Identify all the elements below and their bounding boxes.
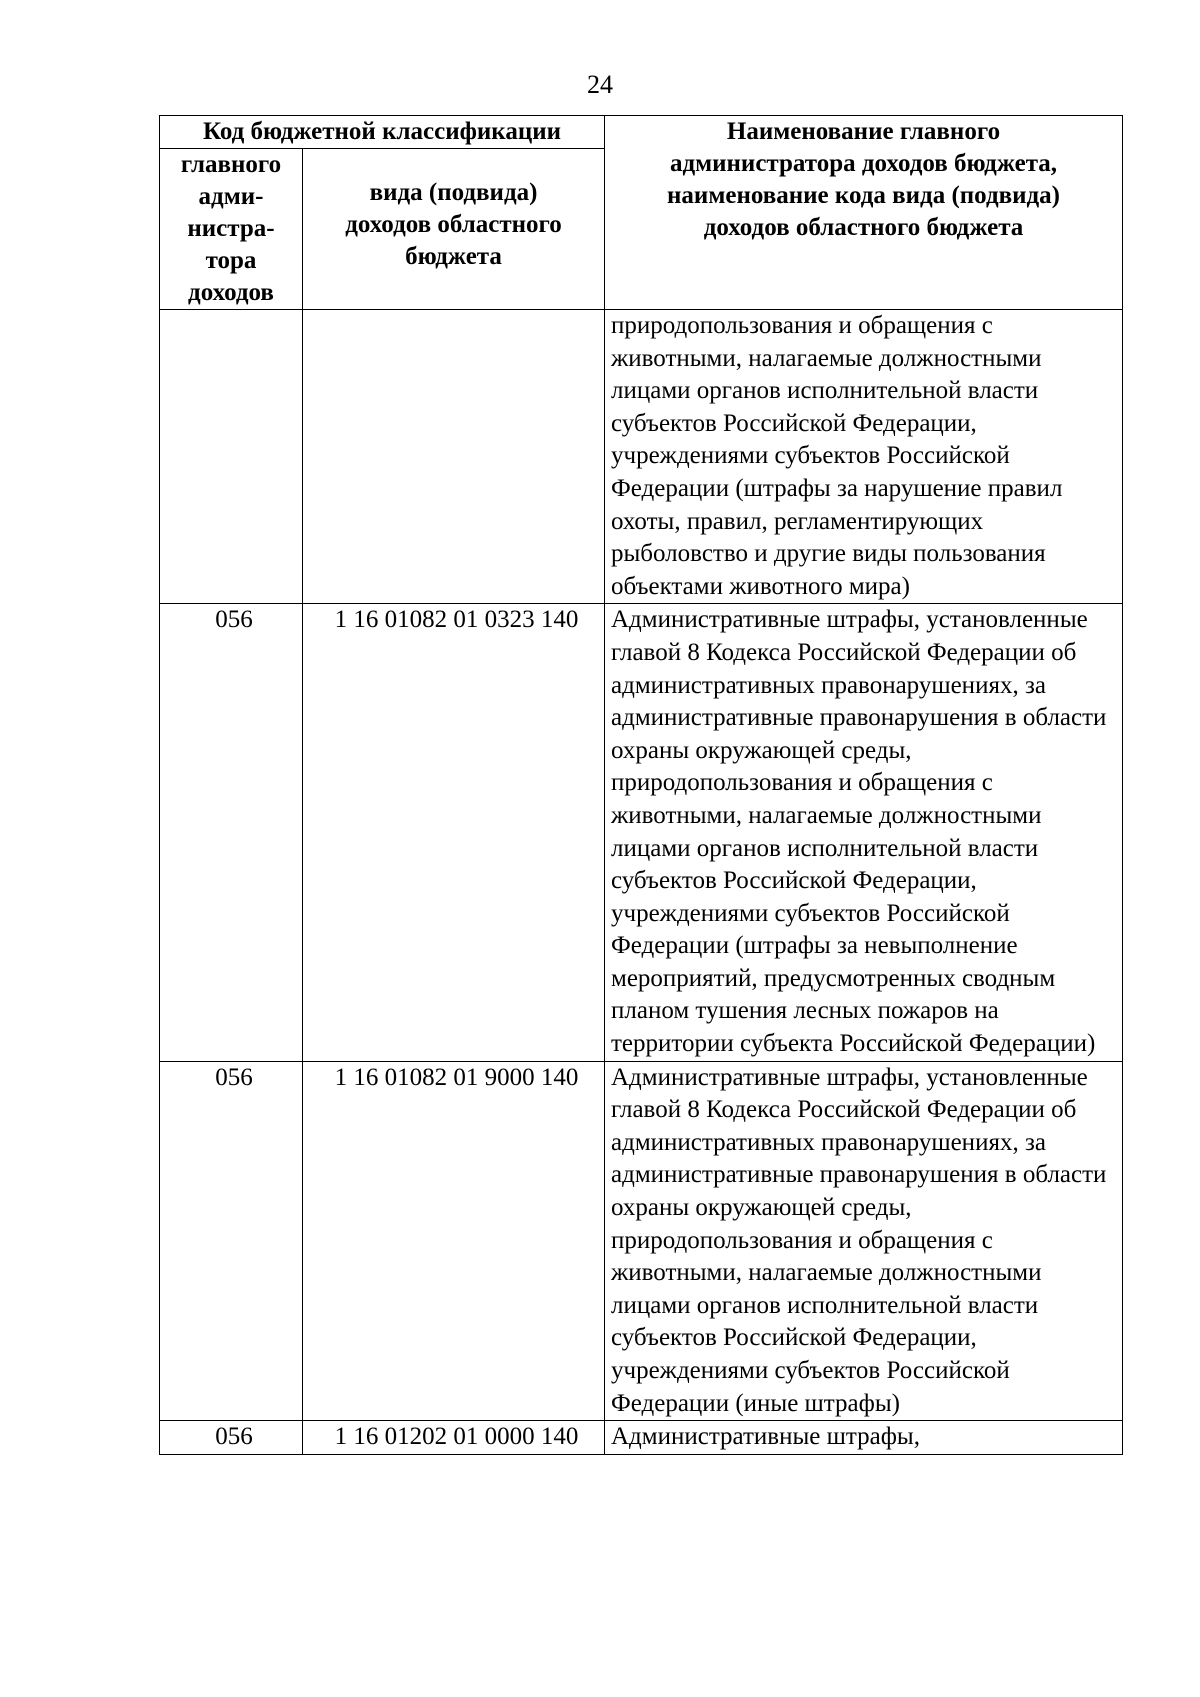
kind-header-line: доходов областного [345,211,562,238]
admin-code-cell: 056 [160,1421,303,1455]
kind-header-line: вида (подвида) [369,179,538,206]
table-row [160,1061,1123,1421]
admin-column-header [160,149,303,310]
income-code-cell: 1 16 01082 01 9000 140 [303,1061,605,1421]
name-header-line: наименование кода вида (подвида) [667,182,1060,209]
income-code-cell [303,310,605,604]
admin-header-line: доходов [188,279,274,306]
income-code-cell: 1 16 01082 01 0323 140 [303,604,605,1061]
admin-header-line: нистра- [187,215,275,242]
kind-header-line: бюджета [405,243,502,270]
income-name-cell: Административные штрафы, [605,1421,1123,1455]
kind-column-header [303,149,605,310]
admin-code-cell: 056 [160,604,303,1061]
admin-header-line: главного [180,151,282,178]
admin-header-line: адми- [198,183,264,210]
income-code-cell: 1 16 01202 01 0000 140 [303,1421,605,1455]
budget-code-group-header: Код бюджетной классификации [160,116,605,149]
income-name-cell: природопользования и обращения с животными, налагаемые должностными лицами органов исполнительной власти субъектов Российской Федерации, учреждениями субъектов Российской Федерации (штрафы за нарушение правил охоты, правил, регламентирующих рыболовство и другие виды пользования объектами животного мира) [605,310,1123,604]
income-name-cell: Административные штрафы, установленные главой 8 Кодекса Российской Федерации об административных правонарушениях, за административные правонарушения в области охраны окружающей среды, природопользования и обращения с животными, налагаемые должностными лицами органов исполнительной власти субъектов Российской Федерации, учреждениями субъектов Российской Федерации (иные штрафы) [605,1061,1123,1421]
table-row [160,310,1123,604]
name-header-line: администратора доходов бюджета, [669,150,1058,177]
admin-code-cell: 056 [160,1061,303,1421]
table-row [160,1421,1123,1455]
admin-header-line: тора [205,247,257,274]
name-column-header [605,116,1123,310]
header-row-group [160,116,1123,149]
budget-classification-table [159,115,1123,1455]
income-name-cell: Административные штрафы, установленные главой 8 Кодекса Российской Федерации об административных правонарушениях, за административные правонарушения в области охраны окружающей среды, природопользования и обращения с животными, налагаемые должностными лицами органов исполнительной власти субъектов Российской Федерации, учреждениями субъектов Российской Федерации (штрафы за невыполнение мероприятий, предусмотренных сводным планом тушения лесных пожаров на территории субъекта Российской Федерации) [605,604,1123,1061]
name-header-line: доходов областного бюджета [703,214,1024,241]
table-row [160,604,1123,1061]
admin-code-cell [160,310,303,604]
name-header-line: Наименование главного [726,118,1001,145]
page-number: 24 [587,70,613,99]
